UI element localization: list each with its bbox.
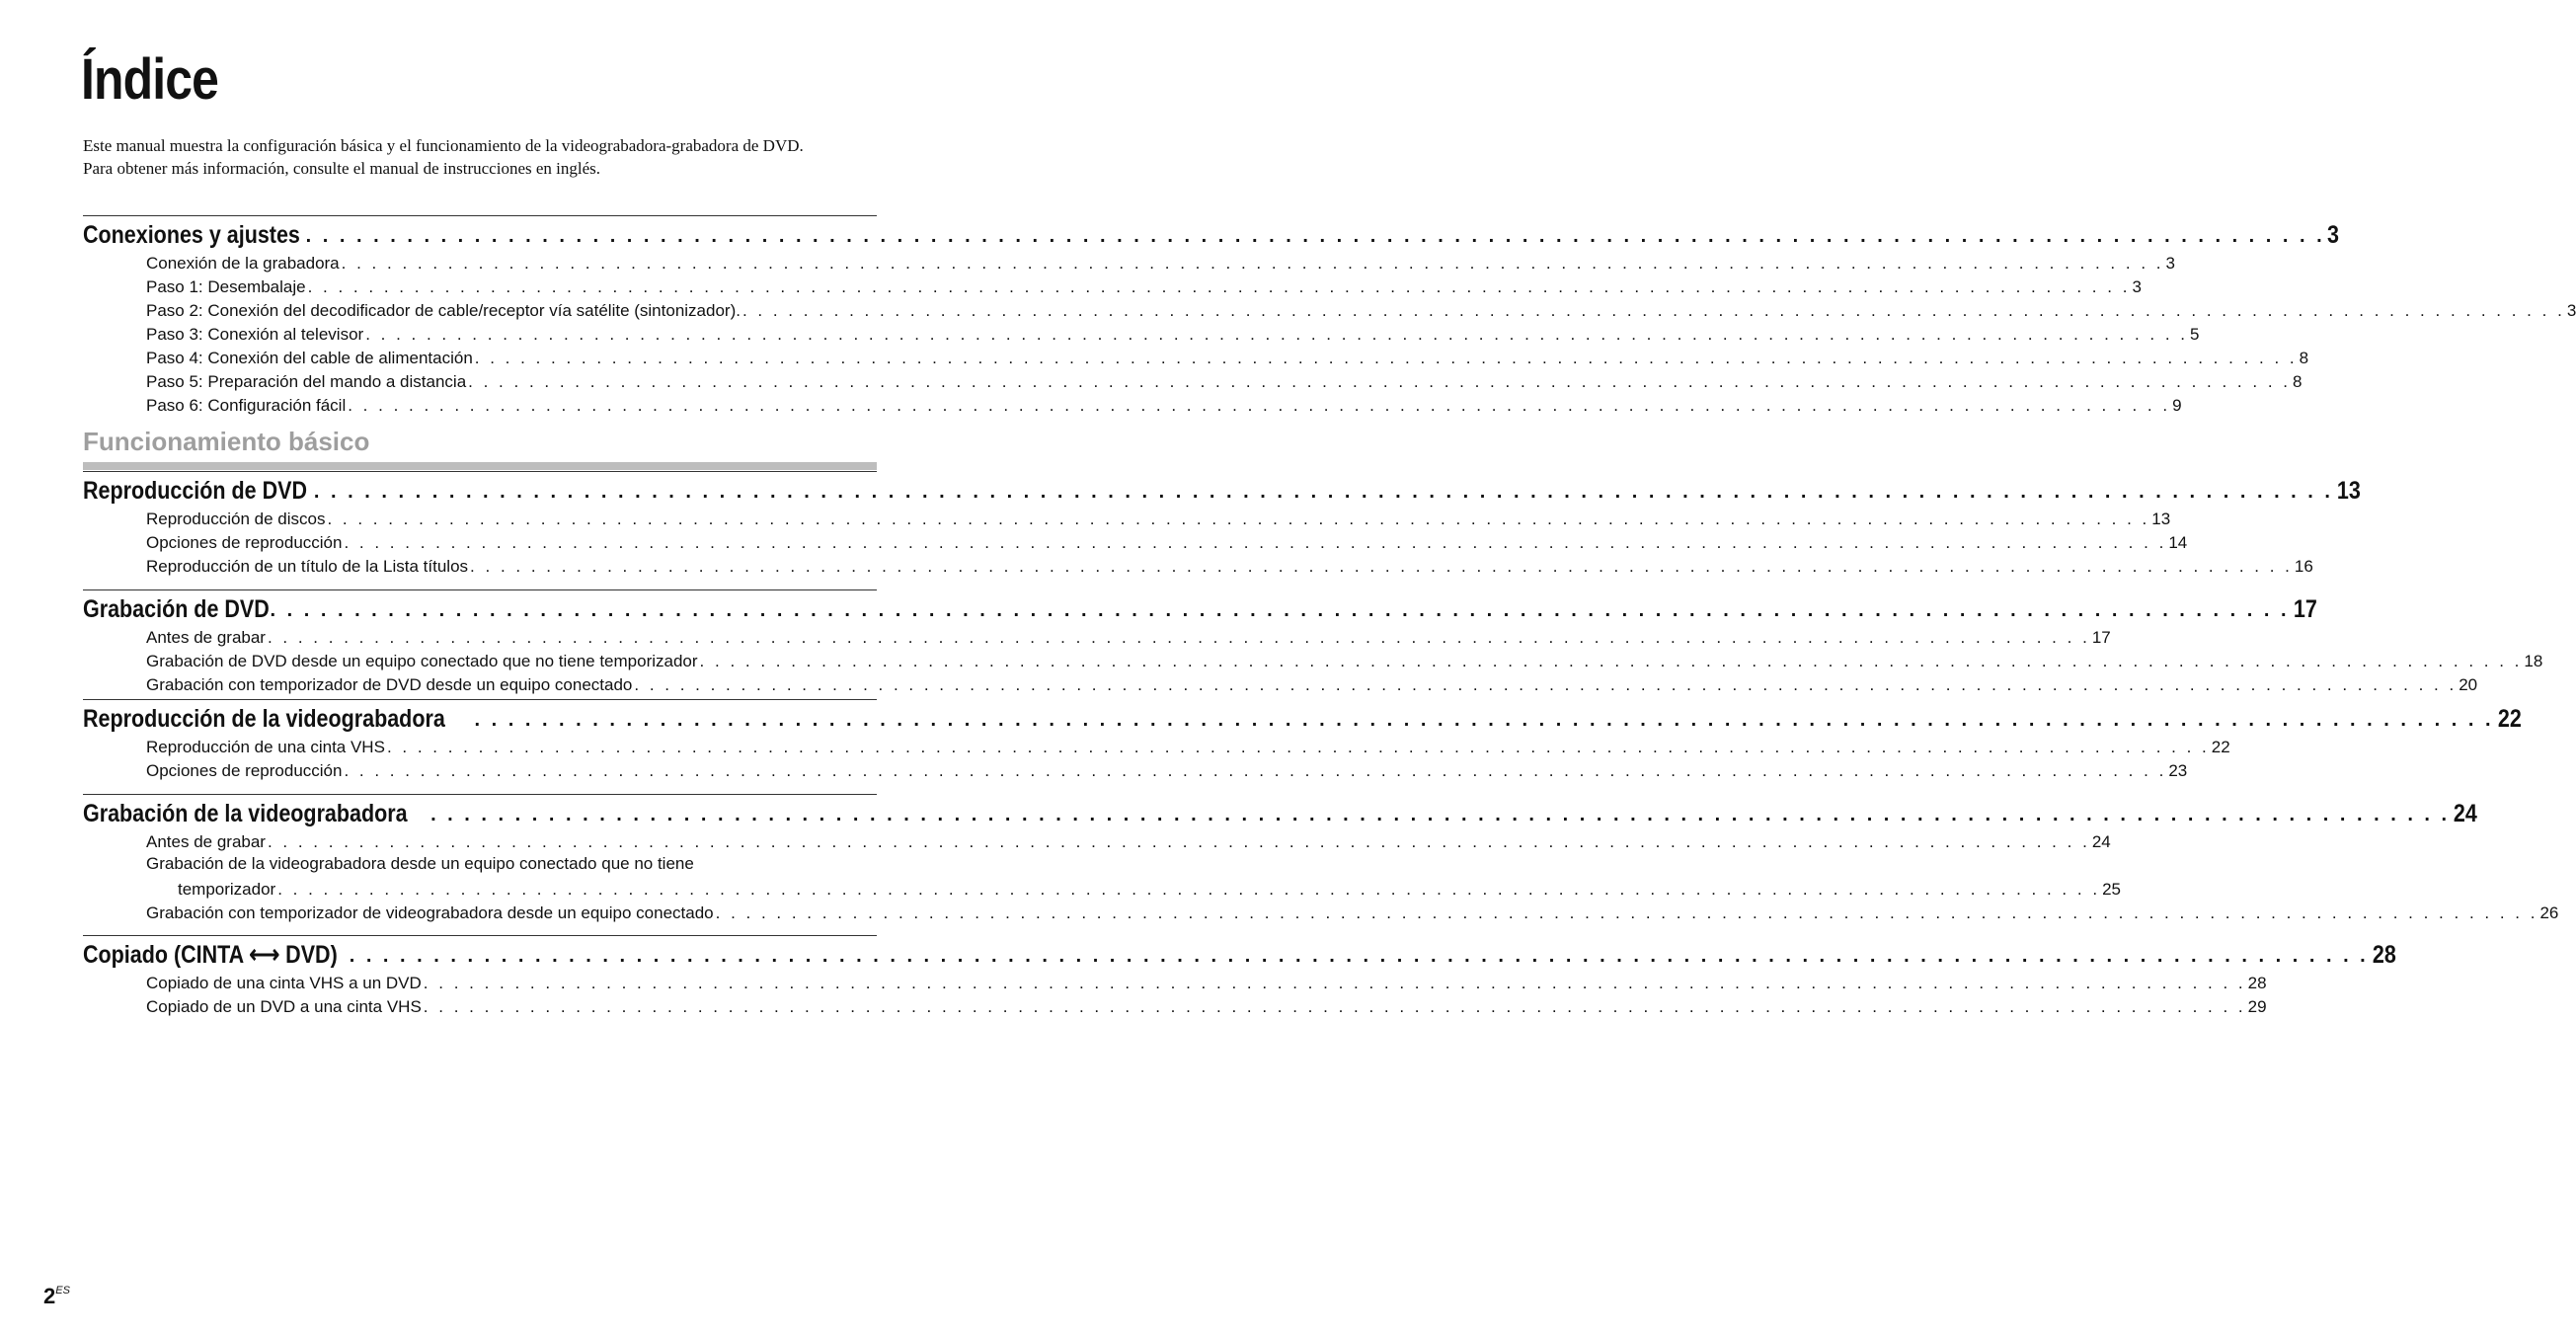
toc-entry[interactable] xyxy=(83,297,2576,321)
dot-leader: . . . . . . . . . . . . . . . . . . . . . . . . . . . . . . . . . . . . . . . . . . . . . . . . . . . . . . . . . . . . . . . . . . . . . . . . . . . . . . . . . . . . . . . . . . . . . . . . . . . . . . . . . . . . . . . . . . . . . . . . xyxy=(277,880,2101,899)
entry-title: Paso 6: Configuración fácil xyxy=(146,396,347,415)
dot-leader: . . . . . . . . . . . . . . . . . . . . . . . . . . . . . . . . . . . . . . . . . . . . . . . . . . . . . . . . . . . . . . . . . . . . . . . . . . . . . . . . . . . . . . . . . . . . . . . . . . . . . . . . . . . . . . . . . . . . . . . . xyxy=(270,599,2290,621)
section-page: 22 xyxy=(2497,705,2522,733)
toc-entry[interactable] xyxy=(83,671,2478,695)
toc-entry[interactable] xyxy=(83,553,2313,577)
section-page: 3 xyxy=(2326,221,2339,249)
dot-leader: . . . . . . . . . . . . . . . . . . . . . . . . . . . . . . . . . . . . . . . . . . . . . . . . . . . . . . . . . . . . . . . . . . . . . . . . . . . . . . . . . . . . . . . . . . . . . . . . . . . . . . . . . . . . . . . . . . . . . . . . xyxy=(468,372,2291,391)
toc-section xyxy=(83,935,2396,1017)
entry-title: Opciones de reproducción xyxy=(146,533,343,552)
toc-entry[interactable] xyxy=(83,392,2182,416)
entry-page: 3 xyxy=(2165,254,2175,273)
dot-leader: . . . . . . . . . . . . . . . . . . . . . . . . . . . . . . . . . . . . . . . . . . . . . . . . . . . . . . . . . . . . . . . . . . . . . . . . . . . . . . . . . . . . . . . . . . . . . . . . . . . . . . . . . . . . . . . . . . . . . . . . xyxy=(307,277,2131,296)
toc-entry[interactable] xyxy=(83,970,2267,993)
dot-leader: . . . . . . . . . . . . . . . . . . . . . . . . . . . . . . . . . . . . . . . . . . . . . . . . . . . . . . . . . . . . . . . . . . . . . . . . . . . . . . . . . . . . . . . . . . . . . . . . . . . . . . . . . . . . . . . . . . . . . . . . xyxy=(430,804,2451,825)
toc-section-heading[interactable] xyxy=(83,795,2477,828)
entry-page: 24 xyxy=(2091,832,2111,851)
dot-leader: . . . . . . . . . . . . . . . . . . . . . . . . . . . . . . . . . . . . . . . . . . . . . . . . . . . . . . . . . . . . . . . . . . . . . . . . . . . . . . . . . . . . . . . . . . . . . . . . . . . . . . . . . . . . . . . . . . . . . . . . xyxy=(313,481,2333,503)
dot-leader: . . . . . . . . . . . . . . . . . . . . . . . . . . . . . . . . . . . . . . . . . . . . . . . . . . . . . . . . . . . . . . . . . . . . . . . . . . . . . . . . . . . . . . . . . . . . . . . . . . . . . . . . . . . . . . . . . . . . . . . . xyxy=(305,225,2325,247)
page-number-value: 2 xyxy=(43,1284,56,1308)
entry-title: Grabación con temporizador de videograbadora desde un equipo conectado xyxy=(146,903,714,922)
entry-page: 14 xyxy=(2168,533,2188,552)
dot-leader: . . . . . . . . . . . . . . . . . . . . . . . . . . . . . . . . . . . . . . . . . . . . . . . . . . . . . . . . . . . . . . . . . . . . . . . . . . . . . . . . . . . . . . . . . . . . . . . . . . . . . . . . . . . . . . . . . . . . . . . . xyxy=(327,510,2150,528)
toc-section-heading[interactable] xyxy=(83,216,2339,250)
section-title: Reproducción de DVD xyxy=(83,477,307,505)
entry-title: Antes de grabar xyxy=(146,832,266,851)
toc-entry[interactable] xyxy=(83,506,2171,529)
entry-page: 9 xyxy=(2172,396,2182,415)
page-language-suffix: ES xyxy=(55,1285,70,1296)
dot-leader: . . . . . . . . . . . . . . . . . . . . . . . . . . . . . . . . . . . . . . . . . . . . . . . . . . . . . . . . . . . . . . . . . . . . . . . . . . . . . . . . . . . . . . . . . . . . . . . . . . . . . . . . . . . . . . . . . . . . . . . . xyxy=(742,301,2565,320)
dot-leader: . . . . . . . . . . . . . . . . . . . . . . . . . . . . . . . . . . . . . . . . . . . . . . . . . . . . . . . . . . . . . . . . . . . . . . . . . . . . . . . . . . . . . . . . . . . . . . . . . . . . . . . . . . . . . . . . . . . . . . . . xyxy=(365,325,2189,344)
dot-leader: . . . . . . . . . . . . . . . . . . . . . . . . . . . . . . . . . . . . . . . . . . . . . . . . . . . . . . . . . . . . . . . . . . . . . . . . . . . . . . . . . . . . . . . . . . . . . . . . . . . . . . . . . . . . . . . . . . . . . . . . xyxy=(344,533,2167,552)
entry-page: 26 xyxy=(2539,903,2559,922)
dot-leader: . . . . . . . . . . . . . . . . . . . . . . . . . . . . . . . . . . . . . . . . . . . . . . . . . . . . . . . . . . . . . . . . . . . . . . . . . . . . . . . . . . . . . . . . . . . . . . . . . . . . . . . . . . . . . . . . . . . . . . . . xyxy=(344,761,2167,780)
entry-page: 23 xyxy=(2168,761,2188,780)
toc-section xyxy=(83,589,2543,695)
toc-entry[interactable] xyxy=(83,828,2111,852)
dot-leader: . . . . . . . . . . . . . . . . . . . . . . . . . . . . . . . . . . . . . . . . . . . . . . . . . . . . . . . . . . . . . . . . . . . . . . . . . . . . . . . . . . . . . . . . . . . . . . . . . . . . . . . . . . . . . . . . . . . . . . . . xyxy=(341,254,2164,273)
toc-entry[interactable] xyxy=(83,529,2188,553)
toc-entry[interactable] xyxy=(83,757,2188,781)
toc-entry[interactable] xyxy=(83,250,2175,274)
entry-title: Paso 4: Conexión del cable de alimentación xyxy=(146,349,473,367)
section-title: Grabación de DVD xyxy=(83,595,270,623)
entry-title: Copiado de una cinta VHS a un DVD xyxy=(146,974,422,992)
toc-entry[interactable] xyxy=(83,321,2200,345)
toc-section-heading[interactable] xyxy=(83,590,2317,624)
dot-leader: . . . . . . . . . . . . . . . . . . . . . . . . . . . . . . . . . . . . . . . . . . . . . . . . . . . . . . . . . . . . . . . . . . . . . . . . . . . . . . . . . . . . . . . . . . . . . . . . . . . . . . . . . . . . . . . . . . . . . . . . xyxy=(423,997,2246,1016)
entry-page: 3 xyxy=(2566,301,2576,320)
intro-text xyxy=(83,134,873,180)
dot-leader: . . . . . . . . . . . . . . . . . . . . . . . . . . . . . . . . . . . . . . . . . . . . . . . . . . . . . . . . . . . . . . . . . . . . . . . . . . . . . . . . . . . . . . . . . . . . . . . . . . . . . . . . . . . . . . . . . . . . . . . . xyxy=(699,652,2523,670)
section-page: 24 xyxy=(2454,800,2477,827)
dot-leader: . . . . . . . . . . . . . . . . . . . . . . . . . . . . . . . . . . . . . . . . . . . . . . . . . . . . . . . . . . . . . . . . . . . . . . . . . . . . . . . . . . . . . . . . . . . . . . . . . . . . . . . . . . . . . . . . . . . . . . . . xyxy=(267,832,2090,851)
section-page: 28 xyxy=(2372,941,2396,969)
dot-leader: . . . . . . . . . . . . . . . . . . . . . . . . . . . . . . . . . . . . . . . . . . . . . . . . . . . . . . . . . . . . . . . . . . . . . . . . . . . . . . . . . . . . . . . . . . . . . . . . . . . . . . . . . . . . . . . . . . . . . . . . xyxy=(267,628,2090,647)
dot-leader: . . . . . . . . . . . . . . . . . . . . . . . . . . . . . . . . . . . . . . . . . . . . . . . . . . . . . . . . . . . . . . . . . . . . . . . . . . . . . . . . . . . . . . . . . . . . . . . . . . . . . . . . . . . . . . . . . . . . . . . . xyxy=(349,945,2369,967)
toc-entry[interactable] xyxy=(83,852,2121,900)
intro-paragraph: Este manual muestra la configuración básica y el funcionamiento de la videograbadora-grabadora de DVD. xyxy=(83,136,804,155)
entry-page: 13 xyxy=(2151,510,2171,528)
category-heading xyxy=(83,425,877,470)
toc-section xyxy=(83,471,2361,577)
dot-leader: . . . . . . . . . . . . . . . . . . . . . . . . . . . . . . . . . . . . . . . . . . . . . . . . . . . . . . . . . . . . . . . . . . . . . . . . . . . . . . . . . . . . . . . . . . . . . . . . . . . . . . . . . . . . . . . . . . . . . . . . xyxy=(386,738,2210,756)
entry-page: 8 xyxy=(2299,349,2309,367)
entry-title: Grabación con temporizador de DVD desde un equipo conectado xyxy=(146,675,633,694)
entry-title: Opciones de reproducción xyxy=(146,761,343,780)
entry-title: Grabación de DVD desde un equipo conectado que no tiene temporizador xyxy=(146,652,698,670)
toc-entry[interactable] xyxy=(83,624,2111,648)
dot-leader: . . . . . . . . . . . . . . . . . . . . . . . . . . . . . . . . . . . . . . . . . . . . . . . . . . . . . . . . . . . . . . . . . . . . . . . . . . . . . . . . . . . . . . . . . . . . . . . . . . . . . . . . . . . . . . . . . . . . . . . . xyxy=(715,903,2538,922)
entry-page: 16 xyxy=(2294,557,2313,576)
entry-page: 8 xyxy=(2293,372,2303,391)
entry-page: 5 xyxy=(2190,325,2200,344)
entry-title: Copiado de un DVD a una cinta VHS xyxy=(146,997,422,1016)
section-page: 13 xyxy=(2336,477,2361,505)
entry-page: 3 xyxy=(2132,277,2142,296)
entry-title: Conexión de la grabadora xyxy=(146,254,340,273)
toc-section-heading[interactable] xyxy=(83,700,2522,734)
dot-leader: . . . . . . . . . . . . . . . . . . . . . . . . . . . . . . . . . . . . . . . . . . . . . . . . . . . . . . . . . . . . . . . . . . . . . . . . . . . . . . . . . . . . . . . . . . . . . . . . . . . . . . . . . . . . . . . . . . . . . . . . xyxy=(423,974,2246,992)
intro-paragraph: Para obtener más información, consulte el manual de instrucciones en inglés. xyxy=(83,159,601,178)
toc-entry[interactable] xyxy=(83,368,2303,392)
toc-entry[interactable] xyxy=(83,993,2267,1017)
entry-page: 29 xyxy=(2247,997,2267,1016)
category-label: Funcionamiento básico xyxy=(83,427,370,456)
section-title: Grabación de la videograbadora xyxy=(83,800,408,827)
toc-section-heading[interactable] xyxy=(83,936,2396,970)
toc-entry[interactable] xyxy=(83,345,2309,368)
toc-section-heading[interactable] xyxy=(83,472,2361,506)
dot-leader: . . . . . . . . . . . . . . . . . . . . . . . . . . . . . . . . . . . . . . . . . . . . . . . . . . . . . . . . . . . . . . . . . . . . . . . . . . . . . . . . . . . . . . . . . . . . . . . . . . . . . . . . . . . . . . . . . . . . . . . . xyxy=(474,349,2298,367)
toc-entry[interactable] xyxy=(83,274,2142,297)
toc-section xyxy=(83,699,2522,781)
entry-title: Paso 2: Conexión del decodificador de cable/receptor vía satélite (sintonizador). xyxy=(146,301,741,320)
entry-page: 17 xyxy=(2091,628,2111,647)
entry-title: Paso 5: Preparación del mando a distancia xyxy=(146,372,467,391)
entry-title: Reproducción de un título de la Lista títulos xyxy=(146,557,469,576)
page-number xyxy=(43,1284,70,1309)
section-page: 17 xyxy=(2293,595,2317,623)
toc-entry[interactable] xyxy=(83,734,2230,757)
entry-page: 20 xyxy=(2459,675,2478,694)
entry-continuation xyxy=(146,876,2121,900)
section-title: Conexiones y ajustes xyxy=(83,221,300,249)
entry-page: 22 xyxy=(2211,738,2230,756)
toc-entry[interactable] xyxy=(83,648,2543,671)
dot-leader: . . . . . . . . . . . . . . . . . . . . . . . . . . . . . . . . . . . . . . . . . . . . . . . . . . . . . . . . . . . . . . . . . . . . . . . . . . . . . . . . . . . . . . . . . . . . . . . . . . . . . . . . . . . . . . . . . . . . . . . . xyxy=(474,709,2494,731)
dot-leader: . . . . . . . . . . . . . . . . . . . . . . . . . . . . . . . . . . . . . . . . . . . . . . . . . . . . . . . . . . . . . . . . . . . . . . . . . . . . . . . . . . . . . . . . . . . . . . . . . . . . . . . . . . . . . . . . . . . . . . . . xyxy=(470,557,2293,576)
entry-page: 25 xyxy=(2102,880,2121,899)
entry-page: 28 xyxy=(2247,974,2267,992)
toc-section xyxy=(83,215,2576,416)
section-title: Reproducción de la videograbadora xyxy=(83,705,445,733)
dot-leader: . . . . . . . . . . . . . . . . . . . . . . . . . . . . . . . . . . . . . . . . . . . . . . . . . . . . . . . . . . . . . . . . . . . . . . . . . . . . . . . . . . . . . . . . . . . . . . . . . . . . . . . . . . . . . . . . . . . . . . . . xyxy=(634,675,2458,694)
toc-entry[interactable] xyxy=(83,900,2559,923)
entry-title: Paso 1: Desembalaje xyxy=(146,277,306,296)
entry-title: Antes de grabar xyxy=(146,628,266,647)
entry-title: Grabación de la videograbadora desde un equipo conectado que no tiene xyxy=(146,854,694,873)
entry-title: Paso 3: Conexión al televisor xyxy=(146,325,364,344)
section-title: Copiado (CINTA ⟷ DVD) xyxy=(83,941,338,969)
toc-section xyxy=(83,794,2559,923)
entry-page: 18 xyxy=(2524,652,2543,670)
entry-title: Reproducción de discos xyxy=(146,510,326,528)
page-title: Índice xyxy=(81,47,218,112)
entry-title-continued: temporizador xyxy=(178,880,276,899)
entry-title: Reproducción de una cinta VHS xyxy=(146,738,385,756)
dot-leader: . . . . . . . . . . . . . . . . . . . . . . . . . . . . . . . . . . . . . . . . . . . . . . . . . . . . . . . . . . . . . . . . . . . . . . . . . . . . . . . . . . . . . . . . . . . . . . . . . . . . . . . . . . . . . . . . . . . . . . . . xyxy=(348,396,2171,415)
